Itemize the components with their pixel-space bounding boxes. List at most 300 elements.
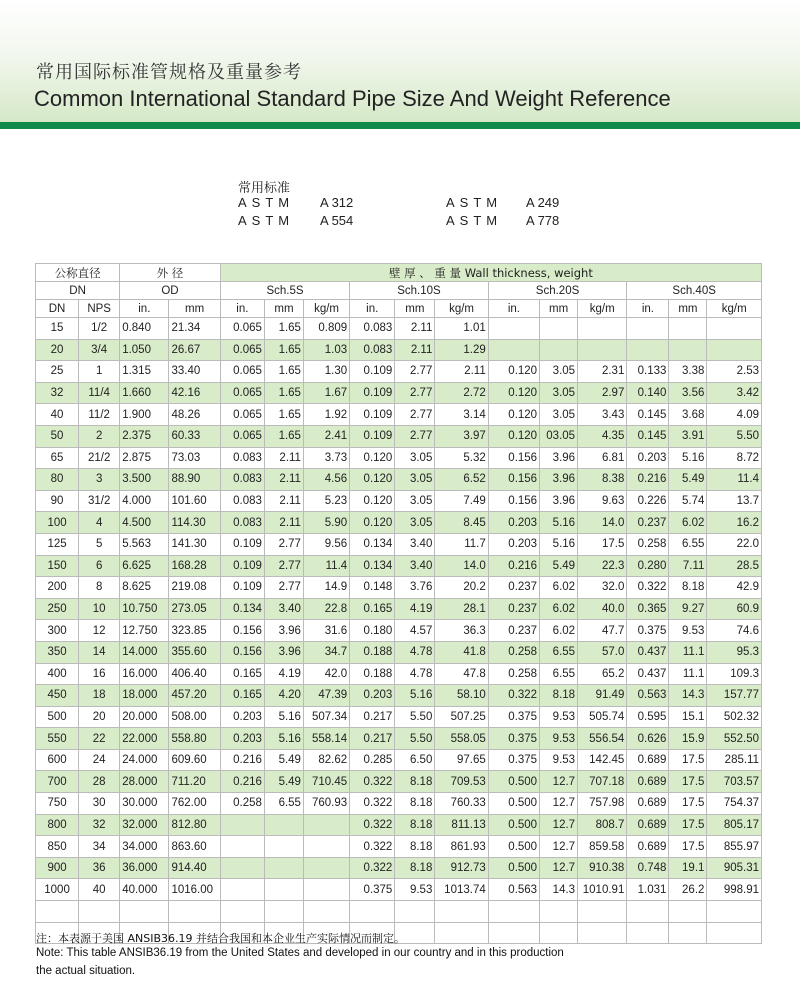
table-cell: 1.65 (264, 318, 303, 340)
table-cell: 2.77 (264, 577, 303, 599)
table-cell: 0.216 (627, 469, 669, 491)
table-cell: 0.237 (488, 620, 539, 642)
table-cell: 5 (79, 533, 120, 555)
table-cell: 65 (36, 447, 79, 469)
table-cell: 9.53 (540, 706, 578, 728)
table-cell: 0.322 (350, 836, 395, 858)
table-row (36, 577, 762, 599)
table-cell: 0.500 (488, 857, 539, 879)
table-cell: 3.96 (264, 641, 303, 663)
table-cell: 31/2 (79, 490, 120, 512)
table-cell: 40.0 (578, 598, 627, 620)
table-cell: 3.40 (264, 598, 303, 620)
table-cell: 6.02 (540, 598, 578, 620)
table-cell: 0.145 (627, 404, 669, 426)
standard-org: ASTM (238, 195, 295, 210)
table-cell: 28.000 (120, 771, 169, 793)
table-row (36, 685, 762, 707)
table-cell: 0.216 (220, 771, 264, 793)
table-cell: 8.72 (707, 447, 762, 469)
table-cell: 861.93 (435, 836, 488, 858)
table-cell: 0.109 (350, 361, 395, 383)
table-cell: 1.315 (120, 361, 169, 383)
table-cell: 2.72 (435, 382, 488, 404)
table-cell: 0.203 (220, 728, 264, 750)
table-cell: 2.11 (264, 490, 303, 512)
table-cell: 8.18 (395, 814, 435, 836)
column-header: kg/m (303, 300, 349, 318)
table-cell: 4.56 (303, 469, 349, 491)
table-cell: 762.00 (169, 793, 220, 815)
table-cell: 5.16 (669, 447, 707, 469)
table-cell: 32 (79, 814, 120, 836)
table-cell: 0.133 (627, 361, 669, 383)
table-cell: 3.56 (669, 382, 707, 404)
column-header: mm (669, 300, 707, 318)
table-cell: 101.60 (169, 490, 220, 512)
table-cell (540, 922, 578, 944)
table-cell: 3.97 (435, 425, 488, 447)
table-cell: 552.50 (707, 728, 762, 750)
table-row (36, 857, 762, 879)
table-row (36, 382, 762, 404)
table-cell (303, 857, 349, 879)
table-cell: 5.49 (540, 555, 578, 577)
table-cell: 1.65 (264, 361, 303, 383)
table-cell: 609.60 (169, 749, 220, 771)
table-cell (264, 901, 303, 923)
table-cell: 0.120 (488, 404, 539, 426)
table-cell: 0.322 (350, 793, 395, 815)
table-cell: 22.3 (578, 555, 627, 577)
table-cell: 0.134 (350, 533, 395, 555)
table-cell: 14.3 (669, 685, 707, 707)
table-cell: 0.203 (220, 706, 264, 728)
table-cell: 28.1 (435, 598, 488, 620)
table-cell: 200 (36, 577, 79, 599)
table-cell: 9.53 (669, 620, 707, 642)
table-cell: 2.53 (707, 361, 762, 383)
table-cell (578, 901, 627, 923)
table-cell: 0.226 (627, 490, 669, 512)
table-cell (435, 922, 488, 944)
table-cell: 12.7 (540, 836, 578, 858)
table-cell: 450 (36, 685, 79, 707)
table-cell: 4.20 (264, 685, 303, 707)
table-cell: 12.7 (540, 857, 578, 879)
table-cell: 14.0 (435, 555, 488, 577)
table-cell: 8.38 (578, 469, 627, 491)
table-cell: 3.500 (120, 469, 169, 491)
table-cell: 0.203 (488, 512, 539, 534)
table-cell: 0.180 (350, 620, 395, 642)
od-unit: OD (120, 282, 221, 300)
table-cell (707, 901, 762, 923)
table-row (36, 620, 762, 642)
table-cell (169, 901, 220, 923)
table-row (36, 879, 762, 901)
table-cell: 5.32 (435, 447, 488, 469)
table-cell: 3.91 (669, 425, 707, 447)
table-cell: 5.16 (264, 706, 303, 728)
table-row (36, 663, 762, 685)
table-cell: 3.05 (540, 382, 578, 404)
table-cell: 0.689 (627, 836, 669, 858)
table-cell (540, 318, 578, 340)
table-cell: 4.19 (395, 598, 435, 620)
table-row (36, 469, 762, 491)
table-cell: 28 (79, 771, 120, 793)
table-cell: 3.05 (395, 447, 435, 469)
table-cell: 4.09 (707, 404, 762, 426)
table-cell: 0.375 (488, 706, 539, 728)
table-cell: 2.97 (578, 382, 627, 404)
table-cell: 914.40 (169, 857, 220, 879)
table-cell: 9.56 (303, 533, 349, 555)
table-cell: 5.49 (264, 771, 303, 793)
table-cell: 800 (36, 814, 79, 836)
table-cell: 0.375 (488, 749, 539, 771)
table-cell: 0.120 (488, 382, 539, 404)
table-cell: 507.25 (435, 706, 488, 728)
table-cell: 5.49 (264, 749, 303, 771)
table-cell: 9.53 (540, 728, 578, 750)
table-cell: 30 (79, 793, 120, 815)
column-header: in. (220, 300, 264, 318)
table-cell: 11.1 (669, 663, 707, 685)
table-cell: 40 (36, 404, 79, 426)
table-cell: 3.42 (707, 382, 762, 404)
table-cell: 910.38 (578, 857, 627, 879)
table-cell: 20.2 (435, 577, 488, 599)
table-cell: 17.5 (669, 814, 707, 836)
table-row (36, 447, 762, 469)
table-cell: 15 (36, 318, 79, 340)
table-cell: 273.05 (169, 598, 220, 620)
table-cell: 0.375 (350, 879, 395, 901)
table-cell (303, 814, 349, 836)
table-cell: 1013.74 (435, 879, 488, 901)
table-cell: 25 (36, 361, 79, 383)
table-cell (395, 901, 435, 923)
table-cell: 0.258 (220, 793, 264, 815)
table-cell: 0.120 (350, 469, 395, 491)
table-cell: 30.000 (120, 793, 169, 815)
table-cell: 757.98 (578, 793, 627, 815)
table-cell: 3.73 (303, 447, 349, 469)
table-cell: 36 (79, 857, 120, 879)
table-cell: 406.40 (169, 663, 220, 685)
table-cell: 6.52 (435, 469, 488, 491)
table-cell (120, 901, 169, 923)
table-cell: 42.9 (707, 577, 762, 599)
table-cell (540, 339, 578, 361)
table-cell: 1.92 (303, 404, 349, 426)
standard-item (238, 212, 353, 230)
table-cell: 0.216 (488, 555, 539, 577)
table-row (36, 771, 762, 793)
table-cell: 3.14 (435, 404, 488, 426)
table-cell: 3.96 (540, 490, 578, 512)
table-cell: 33.40 (169, 361, 220, 383)
table-cell: 14.0 (578, 512, 627, 534)
table-cell (220, 879, 264, 901)
table-cell: 65.2 (578, 663, 627, 685)
table-cell (220, 836, 264, 858)
table-cell: 558.14 (303, 728, 349, 750)
table-cell: 9.27 (669, 598, 707, 620)
table-cell: 3.05 (540, 361, 578, 383)
table-cell: 14.9 (303, 577, 349, 599)
table-cell: 142.45 (578, 749, 627, 771)
column-header: in. (350, 300, 395, 318)
table-cell (264, 879, 303, 901)
table-cell: 0.109 (350, 382, 395, 404)
table-cell: 4.78 (395, 641, 435, 663)
table-cell: 0.156 (488, 490, 539, 512)
table-row (36, 641, 762, 663)
table-cell: 34.7 (303, 641, 349, 663)
table-cell: 0.322 (488, 685, 539, 707)
table-cell: 323.85 (169, 620, 220, 642)
standard-code: A 249 (526, 195, 560, 210)
table-cell (707, 922, 762, 944)
table-cell: 0.120 (488, 425, 539, 447)
table-cell (627, 339, 669, 361)
table-cell: 2.11 (264, 447, 303, 469)
table-cell: 48.26 (169, 404, 220, 426)
table-cell: 3.96 (540, 469, 578, 491)
table-cell: 1 (79, 361, 120, 383)
table-cell: 42.16 (169, 382, 220, 404)
table-cell: 3.05 (395, 512, 435, 534)
table-cell: 8.18 (395, 793, 435, 815)
table-cell: 558.05 (435, 728, 488, 750)
table-cell: 550 (36, 728, 79, 750)
table-cell: 0.203 (350, 685, 395, 707)
page-title-cn: 常用国际标准管规格及重量参考 (36, 62, 302, 83)
table-cell: 36.3 (435, 620, 488, 642)
table-cell: 10 (79, 598, 120, 620)
table-cell: 0.285 (350, 749, 395, 771)
table-cell: 12.750 (120, 620, 169, 642)
table-cell: 14.3 (540, 879, 578, 901)
table-cell: 859.58 (578, 836, 627, 858)
table-cell: 32.0 (578, 577, 627, 599)
table-cell: 31.6 (303, 620, 349, 642)
table-cell: 22.0 (707, 533, 762, 555)
table-cell: 22.8 (303, 598, 349, 620)
table-cell: 7.49 (435, 490, 488, 512)
table-cell: 3.05 (395, 469, 435, 491)
table-row (36, 490, 762, 512)
table-cell: 2.77 (264, 533, 303, 555)
table-cell: 0.065 (220, 382, 264, 404)
table-cell: 47.7 (578, 620, 627, 642)
column-header: mm (169, 300, 220, 318)
table-cell: 24 (79, 749, 120, 771)
table-cell: 1.65 (264, 425, 303, 447)
pipe-size-table (35, 263, 762, 944)
table-cell: 150 (36, 555, 79, 577)
table-cell: 0.083 (220, 447, 264, 469)
table-cell: 36.000 (120, 857, 169, 879)
table-cell (488, 922, 539, 944)
table-cell: 91.49 (578, 685, 627, 707)
table-cell (488, 339, 539, 361)
table-cell: 0.437 (627, 663, 669, 685)
note-en-line2: the actual situation. (36, 965, 136, 977)
table-row (36, 814, 762, 836)
table-cell: 710.45 (303, 771, 349, 793)
table-cell (669, 922, 707, 944)
table-cell: 4.19 (264, 663, 303, 685)
table-cell: 109.3 (707, 663, 762, 685)
table-cell: 0.689 (627, 814, 669, 836)
table-cell (36, 901, 79, 923)
table-cell (264, 857, 303, 879)
table-cell: 0.083 (350, 339, 395, 361)
table-cell: 13.7 (707, 490, 762, 512)
table-cell: 457.20 (169, 685, 220, 707)
table-cell: 0.375 (627, 620, 669, 642)
table-cell: 703.57 (707, 771, 762, 793)
table-cell: 0.156 (488, 447, 539, 469)
table-cell: 0.809 (303, 318, 349, 340)
table-cell (627, 901, 669, 923)
table-cell: 0.065 (220, 339, 264, 361)
table-cell: 2.77 (264, 555, 303, 577)
table-cell: 157.77 (707, 685, 762, 707)
table-cell: 168.28 (169, 555, 220, 577)
table-cell (350, 901, 395, 923)
table-cell: 0.563 (488, 879, 539, 901)
table-cell: 0.237 (488, 598, 539, 620)
table-cell: 1000 (36, 879, 79, 901)
table-row (36, 512, 762, 534)
table-cell (488, 901, 539, 923)
table-cell: 5.50 (707, 425, 762, 447)
nominal-diameter-unit: DN (36, 282, 120, 300)
table-row (36, 361, 762, 383)
table-cell: 2.77 (395, 382, 435, 404)
standard-org: ASTM (446, 195, 503, 210)
table-cell: 3.05 (540, 404, 578, 426)
table-cell: 3 (79, 469, 120, 491)
table-cell: 355.60 (169, 641, 220, 663)
table-cell: 40.000 (120, 879, 169, 901)
table-cell: 912.73 (435, 857, 488, 879)
table-cell: 808.7 (578, 814, 627, 836)
table-cell: 34 (79, 836, 120, 858)
table-cell (707, 318, 762, 340)
table-cell: 20.000 (120, 706, 169, 728)
table-cell (707, 339, 762, 361)
standard-code: A 554 (320, 213, 354, 228)
table-cell: 3.40 (395, 533, 435, 555)
table-cell: 6.02 (540, 620, 578, 642)
standard-item (446, 194, 559, 212)
table-cell: 0.083 (220, 469, 264, 491)
table-cell: 5.50 (395, 728, 435, 750)
table-cell: 558.80 (169, 728, 220, 750)
table-cell: 03.05 (540, 425, 578, 447)
od-header: 外 径 (120, 264, 221, 282)
table-cell: 2.77 (395, 425, 435, 447)
table-cell (627, 318, 669, 340)
table-cell (669, 318, 707, 340)
table-cell: 0.109 (220, 533, 264, 555)
table-cell: 32 (36, 382, 79, 404)
table-row (36, 598, 762, 620)
table-cell: 17.5 (669, 771, 707, 793)
table-cell: 26.67 (169, 339, 220, 361)
table-cell: 0.065 (220, 425, 264, 447)
table-cell: 17.5 (578, 533, 627, 555)
wall-thickness-header: 壁 厚 、 重 量 Wall thickness, weight (220, 264, 761, 282)
table-cell: 0.109 (220, 555, 264, 577)
table-cell: 6.55 (540, 641, 578, 663)
table-cell: 0.216 (220, 749, 264, 771)
table-cell: 0.065 (220, 404, 264, 426)
standard-org: ASTM (238, 213, 295, 228)
table-cell: 73.03 (169, 447, 220, 469)
table-cell: 8.18 (395, 836, 435, 858)
table-cell: 0.120 (350, 447, 395, 469)
table-cell: 0.109 (220, 577, 264, 599)
standard-item (238, 194, 353, 212)
table-cell: 82.62 (303, 749, 349, 771)
table-cell: 6.55 (264, 793, 303, 815)
table-cell: 900 (36, 857, 79, 879)
column-header: DN (36, 300, 79, 318)
table-cell: 17.5 (669, 793, 707, 815)
table-cell (578, 318, 627, 340)
table-row (36, 749, 762, 771)
table-cell: 285.11 (707, 749, 762, 771)
subheader-row (36, 300, 762, 318)
table-cell: 754.37 (707, 793, 762, 815)
table-cell: 0.109 (350, 425, 395, 447)
table-cell: 0.083 (350, 318, 395, 340)
table-cell: 2.11 (395, 318, 435, 340)
table-cell: 760.33 (435, 793, 488, 815)
note-en-line1: Note: This table ANSIB36.19 from the United States and developed in our country and in this production (36, 947, 564, 959)
table-cell: 2.875 (120, 447, 169, 469)
table-cell: 3.05 (395, 490, 435, 512)
note-cn: 注：本表源于美国 ANSIB36.19 并结合我国和本企业生产实际情况而制定。 (36, 932, 406, 945)
schedule-header: Sch.10S (350, 282, 489, 300)
table-row (36, 533, 762, 555)
table-cell: 18 (79, 685, 120, 707)
table-cell: 556.54 (578, 728, 627, 750)
table-cell: 8.625 (120, 577, 169, 599)
table-cell: 0.437 (627, 641, 669, 663)
table-cell (220, 857, 264, 879)
table-cell (540, 901, 578, 923)
table-cell: 0.748 (627, 857, 669, 879)
table-cell: 0.322 (627, 577, 669, 599)
standard-item (446, 212, 559, 230)
table-row (36, 555, 762, 577)
table-cell: 0.083 (220, 512, 264, 534)
table-cell: 3/4 (79, 339, 120, 361)
table-cell: 2.11 (395, 339, 435, 361)
table-cell: 90 (36, 490, 79, 512)
table-cell: 20 (79, 706, 120, 728)
table-cell: 1.67 (303, 382, 349, 404)
table-cell: 4 (79, 512, 120, 534)
